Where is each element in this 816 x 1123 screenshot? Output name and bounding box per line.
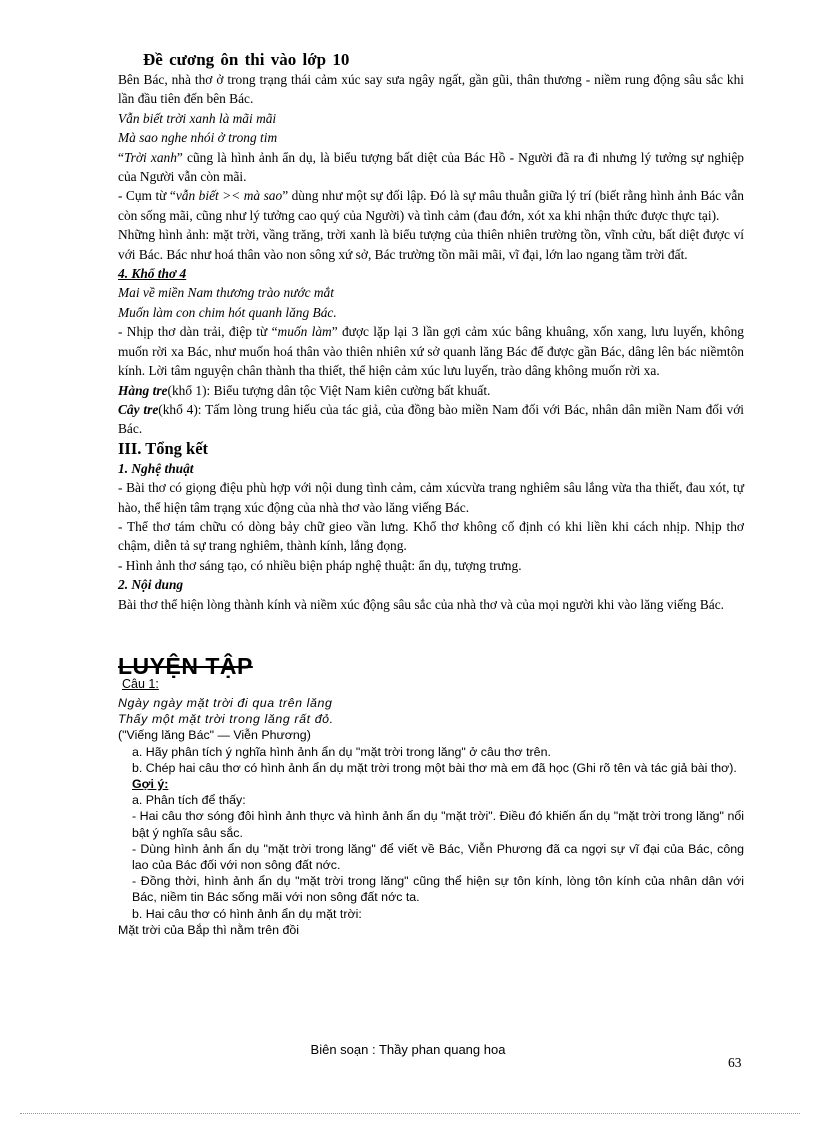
answer-item: - Dùng hình ảnh ẩn dụ "mặt trời trong lăng" để viết về Bác, Viễn Phương đã ca ngợi sự vĩ đại của Bác, công lao của Bác đối với non sông đất nớc. [132, 841, 744, 872]
goi-y-label: Gợi ý: [132, 776, 169, 791]
hang-tre-paragraph: Hàng tre(khổ 1): Biểu tượng dân tộc Việt Nam kiên cường bất khuất. [118, 382, 491, 398]
poem-line: Thấy một mặt trời trong lăng rất đỏ. [118, 712, 334, 727]
kho-tho-4-heading: 4. Khổ thơ 4 [118, 266, 187, 282]
page-header: Đề cương ôn thi vào lớp 10 [143, 50, 350, 69]
answer-b: b. Hai câu thơ có hình ảnh ẩn dụ mặt trời: [132, 906, 362, 921]
nghe-thuat-item: - Hình ảnh thơ sáng tạo, có nhiều biện pháp nghệ thuật: ẩn dụ, tượng trưng. [118, 557, 522, 573]
nghe-thuat-heading: 1. Nghệ thuật [118, 460, 194, 476]
tong-ket-heading: III. Tổng kết [118, 438, 209, 458]
poem-line: Ngày ngày mặt trời đi qua trên lăng [118, 695, 333, 710]
nghe-thuat-item: - Bài thơ có giọng điệu phù hợp với nội dung tình cảm, cảm xúcvừa trang nghiêm sâu lắng vừa tha thiết, đau xót, tự hào, thể hiện tâm trạng xúc động của nhà thơ vào lăng viếng Bác. [118, 480, 744, 515]
nghe-thuat-item: - Thể thơ tám chữu có dòng bảy chữ gieo vần lưng. Khổ thơ không cố định có khi liền khi cách nhịp. Nhịp thơ chậm, diễn tả sự trang nghiêm, thành kính, lắng đọng. [118, 518, 744, 554]
verse-line: Muốn làm con chim hót quanh lăng Bác. [118, 304, 337, 320]
luyen-tap-heading: LUYỆN TẬP [118, 652, 253, 679]
hinh-anh-paragraph: Những hình ảnh: mặt trời, vầng trăng, trời xanh là biểu tượng của thiên nhiên trường tồn, vĩnh cửu, bất diệt được ví với Bác. Bác như hoá thân vào non sông xứ sở, Bác trường tồn mãi mãi, vĩ đại, lớn lao ngang tầm trời đất. [118, 227, 744, 262]
answer-b-line: Mặt trời của Bắp thì nằm trên đồi [118, 922, 299, 937]
luyen-tap-block [118, 652, 744, 695]
intro-paragraph: Bên Bác, nhà thơ ở trong trạng thái cảm xúc say sưa ngây ngất, gần gũi, thân thương - niềm rung động sâu sắc khi lần đầu tiên đến bên Bác. [118, 72, 744, 107]
verse-line: Mai về miền Nam thương trào nước mắt [118, 285, 334, 301]
answer-a: a. Phân tích để thấy: [132, 793, 246, 808]
verse-line: Vẫn biết trời xanh là mãi mãi [118, 110, 277, 126]
nhip-tho-paragraph: - Nhịp thơ dàn trải, điệp từ “muốn làm” được lặp lại 3 lần gợi cảm xúc bâng khuâng, xốn xang, lưu luyến, không muốn rời xa Bác, như muốn hoá thân vào thiên nhiên xứ sở quanh lăng Bác để được gần Bác, dâng lên bác niềmtôn kính. Lời tâm nguyện chân thành tha thiết, thể hiện cảm xúc lưu luyến, trào dâng không muốn rời xa. [118, 324, 744, 379]
noi-dung-paragraph: Bài thơ thể hiện lòng thành kính và niềm xúc động sâu sắc của nhà thơ và của mọi người khi vào lăng viếng Bác. [118, 596, 725, 612]
cau-1-label: Câu 1: [122, 676, 159, 691]
content-body [118, 70, 744, 938]
answer-item: - Đồng thời, hình ảnh ẩn dụ "mặt trời trong lăng" cũng thể hiện sự tôn kính, lòng tôn kính của nhân dân với Bác, niềm tin Bác sống mãi với non sông đất nớc ta. [132, 874, 744, 905]
exercise-section [118, 695, 744, 938]
verse-line: Mà sao nghe nhói ở trong tim [118, 130, 278, 146]
trời-xanh-paragraph: “Trời xanh” cũng là hình ảnh ẩn dụ, là biểu tượng bất diệt của Bác Hồ - Người đã ra đi nhưng lý tưởng sự nghiệp của Người vẫn còn mãi. [118, 149, 745, 185]
cay-tre-paragraph: Cây tre(khổ 4): Tấm lòng trung hiếu của tác giả, của đồng bào miền Nam đối với Bác, nhân dân miền Nam đối với Bác. [118, 401, 745, 437]
cum-tu-paragraph: - Cụm từ “vẫn biết >< mà sao” dùng như một sự đối lập. Đó là sự mâu thuẫn giữa lý trí (biết rằng hình ảnh Bác vẫn còn sống mãi, cũng như lý tưởng cao quý của Người) và tình cảm (đau đớn, xót xa khi nhận thức được thực tại). [118, 188, 744, 223]
page-number: 63 [728, 1055, 742, 1070]
question-b: b. Chép hai câu thơ có hình ảnh ẩn dụ mặt trời trong một bài thơ mà em đã học (Ghi rõ tên và tác giả bài thơ). [132, 760, 737, 775]
poem-credit: ("Viếng lăng Bác" — Viễn Phương) [118, 728, 311, 743]
noi-dung-heading: 2. Nội dung [118, 577, 184, 593]
question-a: a. Hãy phân tích ý nghĩa hình ảnh ẩn dụ "mặt trời trong lăng" ở câu thơ trên. [132, 744, 551, 759]
page-bottom-rule [20, 1113, 800, 1114]
footer-author: Biên soạn : Thầy phan quang hoa [310, 1042, 506, 1057]
answer-item: - Hai câu thơ sóng đôi hình ảnh thực và hình ảnh ẩn dụ "mặt trời". Điều đó khiến ẩn dụ "mặt trời trong lăng" nổi bật ý nghĩa sâu sắc. [132, 809, 744, 840]
